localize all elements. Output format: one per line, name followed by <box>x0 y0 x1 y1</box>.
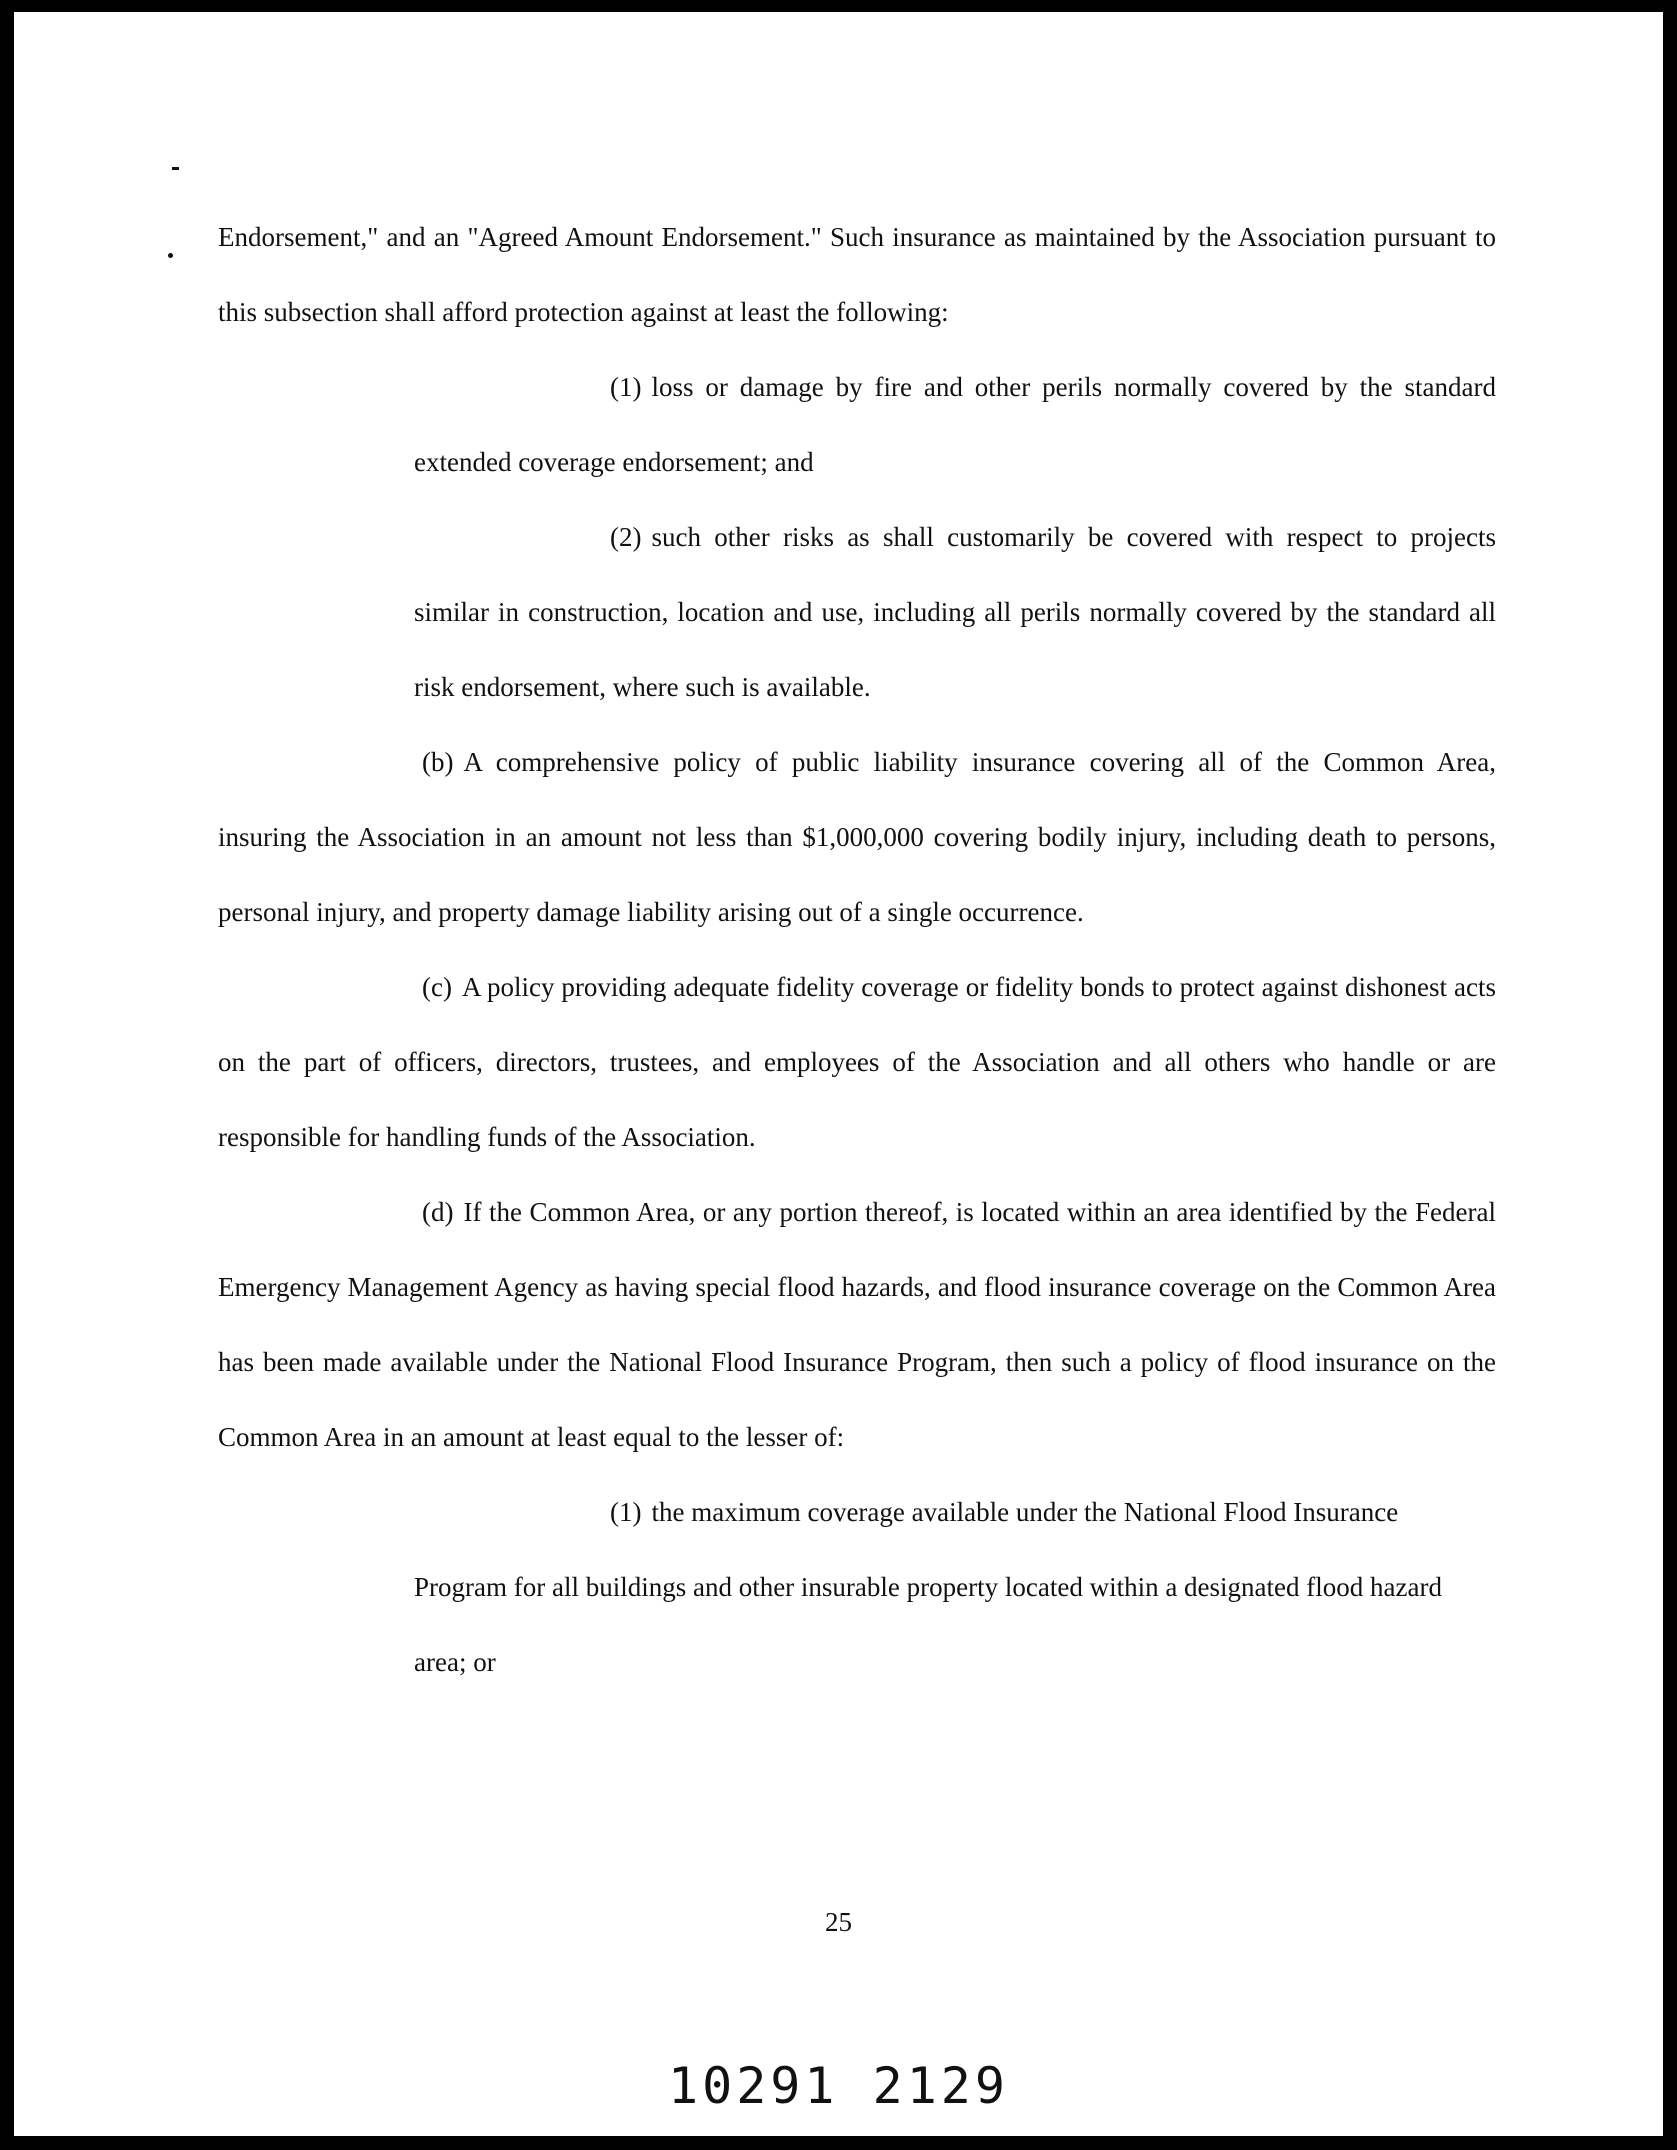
item-label: (c) <box>422 972 452 1002</box>
item-label: (1) <box>610 372 642 402</box>
item-label: (d) <box>422 1197 454 1227</box>
item-text: A policy providing adequate fidelity coverage or fidelity bonds to protect against dishonest acts on the part of officers, directors, trustees, and employees of the Association and all others who handle or are responsible for handling funds of the Association. <box>218 972 1496 1152</box>
item-text: loss or damage by fire and other perils normally covered by the standard extended coverage endorsement; and <box>414 372 1496 477</box>
scan-mark <box>168 253 173 258</box>
document-stamp: 10291 2129 <box>667 2057 1010 2115</box>
item-label: (b) <box>422 747 454 777</box>
paragraph-d <box>218 1175 1496 1475</box>
paragraph-c <box>218 950 1496 1175</box>
paragraph-a1 <box>218 350 1496 500</box>
paragraph-b <box>218 725 1496 950</box>
page-number: 25 <box>825 1907 852 1937</box>
item-text: such other risks as shall customarily be covered with respect to projects similar in construction, location and use, including all perils normally covered by the standard all risk endorsement, where such is available. <box>414 522 1496 702</box>
paragraph-intro: Endorsement," and an "Agreed Amount Endorsement." Such insurance as maintained by the Association pursuant to this subsection shall afford protection against at least the following: <box>218 222 1496 327</box>
item-text: the maximum coverage available under the National Flood Insurance Program for all buildings and other insurable property located within a designated flood hazard area; or <box>414 1497 1442 1677</box>
item-label: (2) <box>610 522 642 552</box>
paragraph-a2 <box>218 500 1496 725</box>
item-label: (1) <box>610 1497 642 1527</box>
item-text: If the Common Area, or any portion thereof, is located within an area identified by the Federal Emergency Management Agency as having special flood hazards, and flood insurance coverage on the Common Area has been made available under the National Flood Insurance Program, then such a policy of flood insurance on the Common Area in an amount at least equal to the lesser of: <box>218 1197 1496 1452</box>
item-text: A comprehensive policy of public liability insurance covering all of the Common Area, insuring the Association in an amount not less than $1,000,000 covering bodily injury, including death to persons, personal injury, and property damage liability arising out of a single occurrence. <box>218 747 1496 927</box>
scan-mark <box>172 167 179 170</box>
document-page <box>14 12 1663 2136</box>
paragraph-d1 <box>218 1475 1496 1700</box>
body-text <box>218 200 1496 1700</box>
